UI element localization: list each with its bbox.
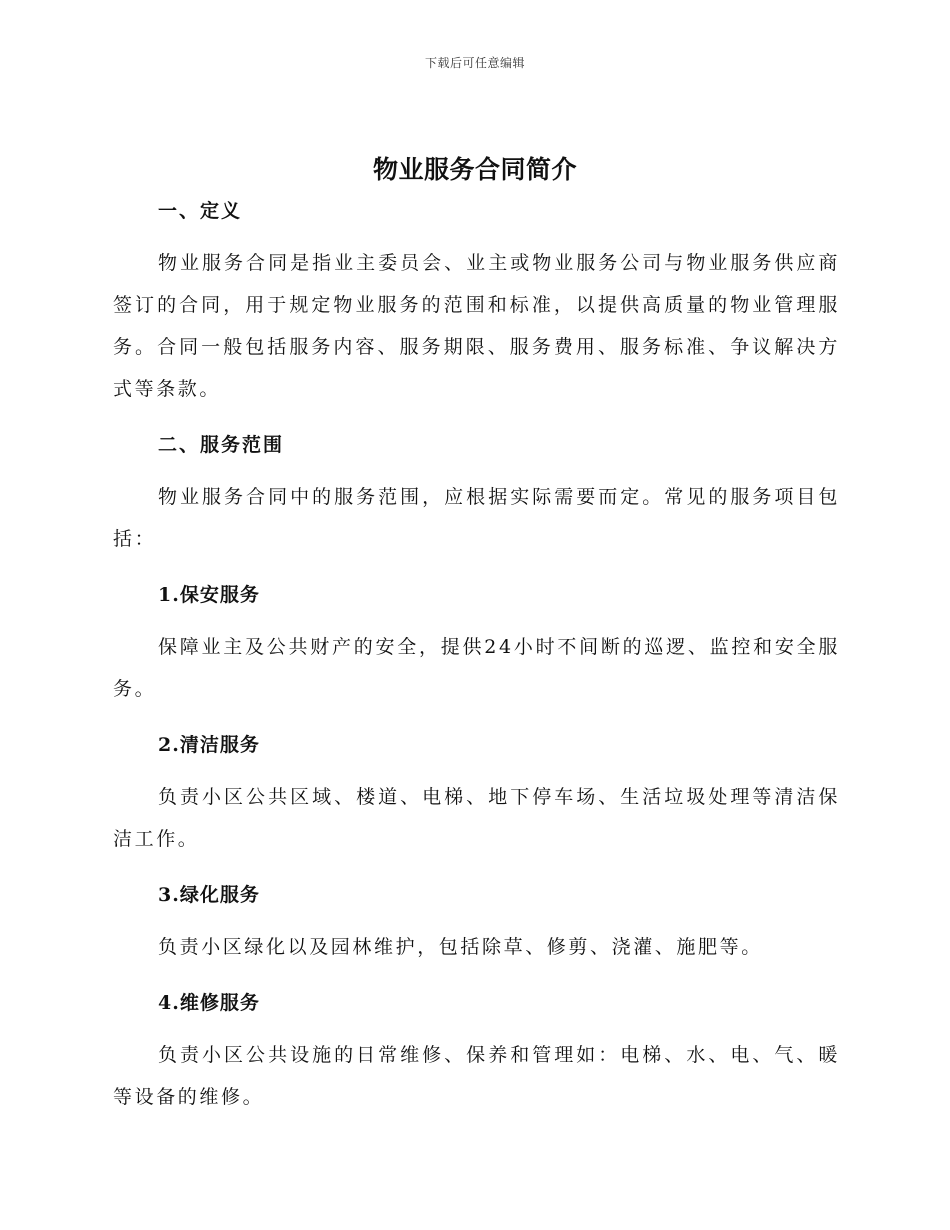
section-paragraph-definition: 物业服务合同是指业主委员会、业主或物业服务公司与物业服务供应商签订的合同，用于规定物业服务的范围和标准，以提供高质量的物业管理服务。合同一般包括服务内容、服务期限、服务费用、服务标准、争议解决方式等条款。 xyxy=(113,252,840,400)
header-note: 下载后可任意编辑 xyxy=(424,56,525,70)
item-heading-security: 1.保安服务 xyxy=(158,584,260,606)
item-heading-maintenance: 4.维修服务 xyxy=(158,992,260,1014)
section-heading-scope: 二、服务范围 xyxy=(158,434,285,456)
section-heading-definition: 一、定义 xyxy=(158,200,243,222)
document-title: 物业服务合同简介 xyxy=(372,155,577,184)
section-paragraph-scope: 物业服务合同中的服务范围，应根据实际需要而定。常见的服务项目包括： xyxy=(113,486,840,550)
item-heading-cleaning: 2.清洁服务 xyxy=(158,734,260,756)
item-paragraph-cleaning: 负责小区公共区域、楼道、电梯、地下停车场、生活垃圾处理等清洁保洁工作。 xyxy=(113,786,840,850)
item-paragraph-greening: 负责小区绿化以及园林维护，包括除草、修剪、浇灌、施肥等。 xyxy=(158,936,763,958)
item-heading-greening: 3.绿化服务 xyxy=(158,884,260,906)
item-paragraph-maintenance: 负责小区公共设施的日常维修、保养和管理如：电梯、水、电、气、暖等设备的维修。 xyxy=(113,1044,840,1108)
item-paragraph-security: 保障业主及公共财产的安全，提供24小时不间断的巡逻、监控和安全服务。 xyxy=(113,636,840,700)
document-body xyxy=(113,194,840,1118)
